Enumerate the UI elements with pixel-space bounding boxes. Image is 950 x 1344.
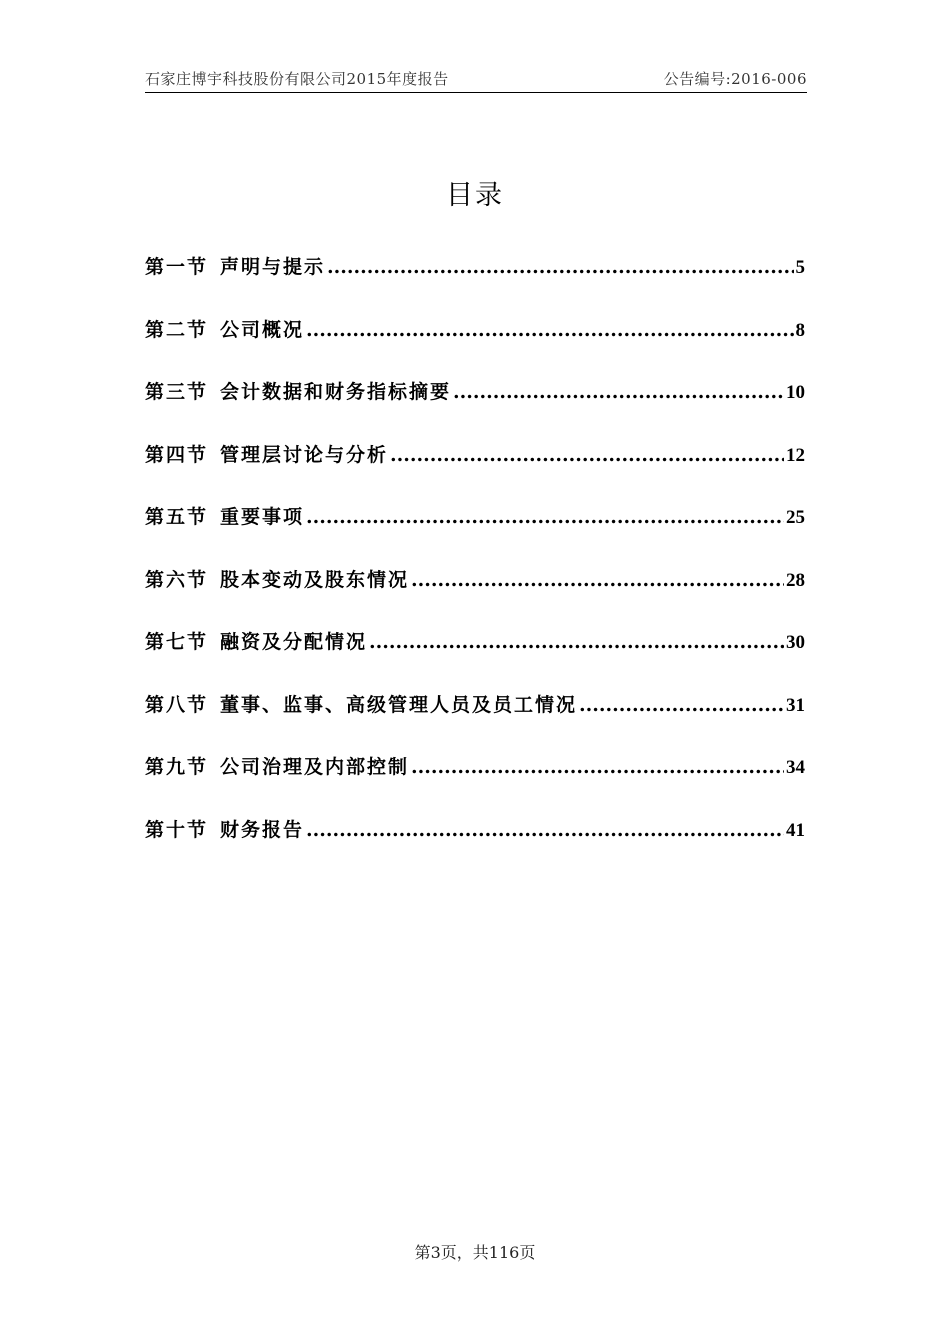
toc-dot-leader [306, 819, 784, 841]
toc-page-number: 5 [795, 257, 805, 278]
toc-item-2[interactable] [145, 315, 805, 378]
page-title: 目录 [446, 180, 504, 211]
toc-section-label: 第三节 [145, 381, 209, 403]
toc-item-8[interactable] [145, 690, 805, 753]
toc-page-number: 8 [795, 319, 805, 341]
toc-section-title: 董事、监事、高级管理人员及员工情况 [220, 693, 578, 716]
toc-page-number: 10 [786, 382, 805, 403]
toc-section-title: 会计数据和财务指标摘要 [220, 381, 452, 403]
toc-item-4[interactable] [145, 440, 805, 503]
toc-item-6[interactable] [145, 565, 805, 628]
toc-item-9[interactable] [145, 752, 805, 815]
toc-dot-leader [306, 506, 784, 528]
toc-section-title: 财务报告 [220, 818, 305, 841]
toc-item-5[interactable] [145, 502, 805, 565]
page-footer-page-number: 第3页，共116页 [414, 1243, 536, 1262]
toc-section-label: 第七节 [145, 631, 209, 653]
toc-section-title: 融资及分配情况 [220, 631, 368, 653]
page-header [145, 66, 807, 93]
toc-item-10[interactable] [145, 815, 805, 878]
header-announcement-number: 公告编号:2016-006 [663, 70, 807, 88]
toc-section-label: 第五节 [145, 506, 209, 528]
toc-section-label: 第九节 [145, 756, 209, 778]
toc-section-label: 第八节 [145, 693, 209, 716]
toc-section-label: 第六节 [145, 568, 209, 591]
toc-dot-leader [369, 631, 784, 653]
table-of-contents [145, 252, 805, 877]
toc-dot-leader [390, 444, 784, 466]
toc-page-number: 31 [786, 694, 805, 716]
toc-section-title: 公司概况 [220, 318, 305, 341]
header-report-title: 石家庄博宇科技股份有限公司2015年度报告 [145, 70, 449, 88]
toc-page-number: 41 [786, 819, 805, 841]
toc-dot-leader [306, 319, 793, 341]
toc-dot-leader [411, 756, 784, 778]
toc-section-label: 第十节 [145, 818, 209, 841]
toc-section-label: 第二节 [145, 318, 209, 341]
toc-page-number: 12 [786, 444, 805, 466]
toc-page-number: 34 [786, 757, 805, 778]
toc-section-title: 管理层讨论与分析 [220, 443, 389, 466]
toc-item-1[interactable] [145, 252, 805, 315]
toc-section-label: 第四节 [145, 443, 209, 466]
toc-item-3[interactable] [145, 377, 805, 440]
toc-page-number: 25 [786, 507, 805, 528]
toc-item-7[interactable] [145, 627, 805, 690]
toc-section-label: 第一节 [145, 256, 209, 278]
toc-section-title: 重要事项 [220, 506, 305, 528]
toc-dot-leader [327, 256, 793, 278]
toc-section-title: 公司治理及内部控制 [220, 756, 410, 778]
toc-page-number: 30 [786, 632, 805, 653]
toc-page-number: 28 [786, 569, 805, 591]
toc-dot-leader [579, 694, 784, 716]
toc-section-title: 股本变动及股东情况 [220, 568, 410, 591]
toc-dot-leader [411, 569, 784, 591]
toc-section-title: 声明与提示 [220, 256, 326, 278]
toc-dot-leader [453, 381, 784, 403]
